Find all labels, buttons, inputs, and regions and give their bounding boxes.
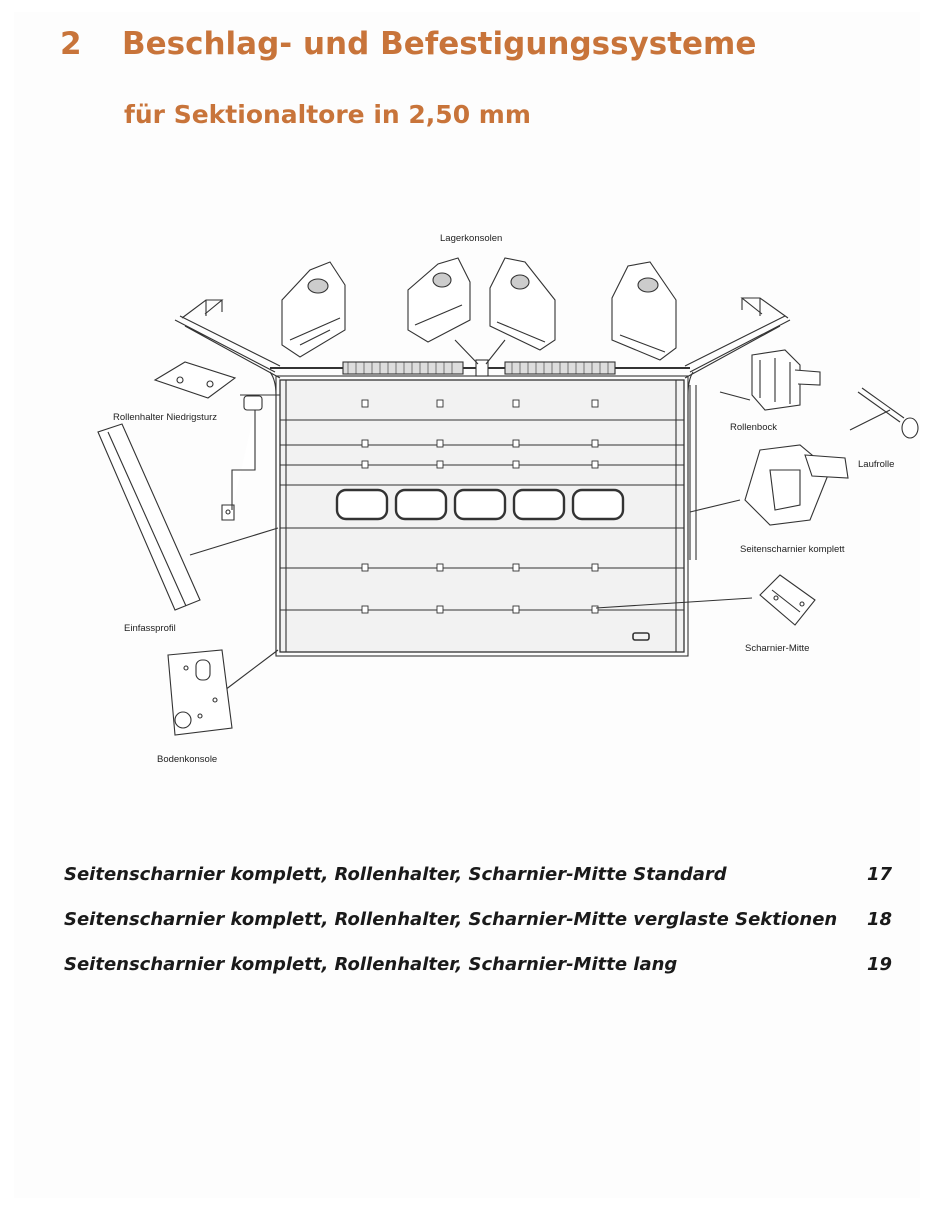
chapter-subtitle: für Sektionaltore in 2,50 mm [124, 100, 531, 129]
chapter-number: 2 [60, 26, 82, 62]
toc-entry-page: 19 [866, 954, 892, 975]
label-seitenscharnier: Seitenscharnier komplett [740, 544, 845, 555]
chapter-title: Beschlag- und Befestigungssysteme [122, 26, 757, 62]
label-einfassprofil: Einfassprofil [124, 623, 176, 634]
label-rollenhalter: Rollenhalter Niedrigsturz [113, 412, 218, 423]
edge-profile [98, 424, 200, 610]
roller-bracket [752, 350, 820, 410]
toc-entry-page: 17 [866, 864, 892, 885]
center-hinge [760, 575, 815, 625]
door-window-row [337, 490, 623, 519]
label-rollenbock: Rollenbock [730, 422, 777, 433]
toc-entry-title: Seitenscharnier komplett, Rollenhalter, Scharnier-Mitte lang [64, 954, 678, 975]
side-hinge-complete [745, 445, 848, 525]
bearing-bracket-1 [282, 262, 345, 357]
toc-entry-title: Seitenscharnier komplett, Rollenhalter, Scharnier-Mitte Standard [64, 864, 727, 885]
label-bodenkonsole: Bodenkonsole [157, 754, 218, 765]
torsion-shaft [270, 360, 690, 376]
sectional-door [276, 376, 696, 656]
bearing-bracket-3 [490, 258, 555, 350]
bearing-bracket-4 [612, 262, 676, 360]
roller-holder-low [155, 362, 262, 520]
label-scharnier-mitte: Scharnier-Mitte [745, 643, 810, 654]
toc-entry-page: 18 [866, 909, 892, 930]
floor-bracket [168, 650, 232, 735]
bearing-bracket-2 [408, 258, 470, 342]
label-lagerkonsolen: Lagerkonsolen [440, 233, 503, 244]
toc-entry-title: Seitenscharnier komplett, Rollenhalter, Scharnier-Mitte verglaste Sektionen [64, 909, 838, 930]
label-laufrolle: Laufrolle [858, 459, 895, 470]
track-roller [858, 388, 918, 438]
